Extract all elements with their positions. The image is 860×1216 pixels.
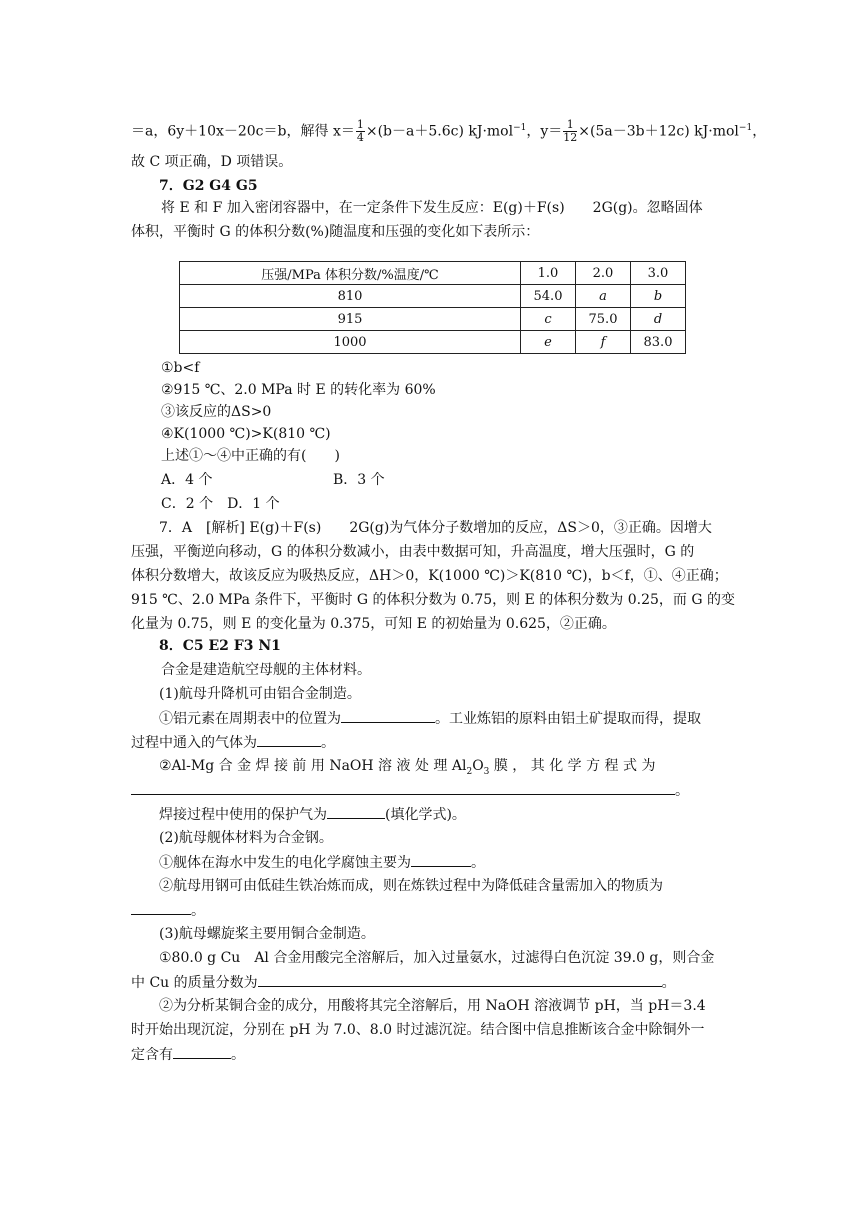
solution-line-1	[131, 118, 766, 144]
table-header-cell: 1.0	[521, 262, 576, 285]
fraction	[356, 119, 365, 144]
answer-blank[interactable]	[173, 1044, 231, 1059]
part-1-3	[159, 804, 466, 825]
part-1-2	[159, 756, 655, 782]
table-header-cell: 2.0	[576, 262, 631, 285]
text: ①舰体在海水中发生的电化学腐蚀主要为	[159, 855, 411, 871]
option-b: B．3 个	[333, 472, 385, 488]
part-2-2: ②航母用钢可由低硅生铁冶炼而成，则在炼铁过程中为降低硅含量需加入的物质为	[159, 878, 663, 894]
answer-blank[interactable]	[341, 708, 435, 723]
table-row	[180, 285, 686, 308]
part-2-2-cont	[131, 900, 205, 921]
table-cell: 54.0	[521, 285, 576, 308]
statement-2: ②915 ℃、2.0 MPa 时 E 的转化率为 60%	[161, 382, 436, 398]
text: ＝a，6y＋10x－20c＝b，解得 x＝	[131, 123, 355, 140]
text: ×(b－a＋5.6c) kJ·mol	[365, 123, 514, 140]
question-7-stem-1: 将 E 和 F 加入密闭容器中，在一定条件下发生反应：E(g)＋F(s) 2G(g)。忽略固体	[161, 200, 703, 216]
part-3-1: ①80.0 g Cu Al 合金用酸完全溶解后，加入过量氨水，过滤得白色沉淀 39.0 g，则合金	[159, 950, 715, 966]
table-cell: e	[521, 331, 576, 354]
question-7-stem-2: 体积，平衡时 G 的体积分数(%)随温度和压强的变化如下表所示：	[131, 224, 540, 240]
text: 。	[471, 855, 485, 871]
part-1-1	[159, 708, 701, 729]
text: 。	[675, 783, 689, 799]
text: 。	[191, 903, 205, 919]
text: ，	[752, 123, 767, 140]
analysis-line: 915 ℃、2.0 MPa 条件下，平衡时 G 的体积分数为 0.75，则 E 的体积分数为 0.25，而 G 的变	[131, 592, 736, 608]
part-3: (3)航母螺旋桨主要用铜合金制造。	[159, 926, 375, 942]
answer-blank[interactable]	[257, 732, 321, 747]
table-cell: 75.0	[576, 308, 631, 331]
analysis-line: 压强，平衡逆向移动，G 的体积分数减小，由表中数据可知，升高温度，增大压强时，G 的	[131, 544, 695, 560]
solution-line-2: 故 C 项正确，D 项错误。	[131, 154, 293, 170]
answer-blank[interactable]	[258, 972, 662, 987]
table-cell: b	[631, 285, 686, 308]
text: O	[472, 758, 484, 774]
question-8-header: 8．C5 E2 F3 N1	[159, 638, 281, 654]
text: ②Al-Mg 合 金 焊 接 前 用 NaOH 溶 液 处 理 Al	[159, 758, 467, 774]
text: ×(5a－3b＋12c) kJ·mol	[578, 123, 739, 140]
part-1: (1)航母升降机可由铝合金制造。	[159, 686, 361, 702]
part-2-1	[159, 852, 485, 873]
part-3-2: ②为分析某铜合金的成分，用酸将其完全溶解后，用 NaOH 溶液调节 pH，当 pH＝3.4	[159, 998, 706, 1014]
analysis-line: 7．A [解析] E(g)＋F(s) 2G(g)为气体分子数增加的反应，ΔS＞0，③正确。因增大	[159, 520, 712, 536]
analysis-line: 化量为 0.75，则 E 的变化量为 0.375，可知 E 的初始量为 0.625，②正确。	[131, 616, 616, 632]
fraction-denominator: 4	[356, 131, 364, 145]
text: 。	[661, 975, 676, 991]
text: 定含有	[131, 1047, 173, 1063]
table-cell: 810	[180, 285, 521, 308]
question-7-ask: 上述①～④中正确的有( )	[161, 448, 340, 464]
text: 焊接过程中使用的保护气为	[159, 807, 327, 823]
statement-1: ①b<f	[161, 360, 200, 376]
superscript: −1	[513, 123, 527, 133]
data-table	[179, 261, 686, 354]
analysis-line: 体积分数增大，故该反应为吸热反应，ΔH＞0，K(1000 ℃)＞K(810 ℃)，b＜f，①、④正确；	[131, 568, 728, 584]
text: 过程中通入的气体为	[131, 735, 257, 751]
table-header-cell: 压强/MPa 体积分数/%温度/℃	[180, 262, 521, 285]
part-3-2-cont2	[131, 1044, 245, 1065]
part-1-1-cont	[131, 732, 335, 753]
text: ①铝元素在周期表中的位置为	[159, 711, 341, 727]
fraction-denominator: 12	[563, 131, 578, 145]
table-header-cell: 3.0	[631, 262, 686, 285]
table-row	[180, 331, 686, 354]
table-cell: 915	[180, 308, 521, 331]
answer-blank[interactable]	[411, 852, 471, 867]
table-header-row	[180, 262, 686, 285]
table-cell: f	[576, 331, 631, 354]
text: ，y＝	[526, 123, 563, 140]
answer-blank[interactable]	[131, 900, 191, 915]
table-cell: c	[521, 308, 576, 331]
statement-4: ④K(1000 ℃)>K(810 ℃)	[161, 426, 331, 442]
table-row	[180, 308, 686, 331]
text: (填化学式)。	[385, 807, 466, 823]
option-a: A．4 个	[161, 472, 213, 488]
text: 。	[321, 735, 335, 751]
fraction-numerator: 1	[563, 119, 577, 132]
part-1-2-cont	[131, 780, 689, 801]
statement-3: ③该反应的ΔS>0	[161, 404, 272, 420]
question-8-stem: 合金是建造航空母舰的主体材料。	[161, 662, 371, 678]
part-3-2-cont: 时开始出现沉淀，分别在 pH 为 7.0、8.0 时过滤沉淀。结合图中信息推断该合金中除铜外一	[131, 1022, 705, 1038]
superscript: −1	[738, 123, 753, 133]
subscript: 3	[483, 766, 490, 777]
table-cell: d	[631, 308, 686, 331]
option-c-d: C．2 个 D．1 个	[161, 496, 280, 512]
part-2: (2)航母舰体材料为合金钢。	[159, 830, 333, 846]
text: 。	[231, 1047, 245, 1063]
text: 。工业炼铝的原料由铝土矿提取而得，提取	[435, 711, 701, 727]
text: 膜 ， 其 化 学 方 程 式 为	[489, 758, 656, 774]
table-cell: 83.0	[631, 331, 686, 354]
table-cell: a	[576, 285, 631, 308]
answer-blank[interactable]	[327, 804, 385, 819]
fraction	[563, 119, 577, 144]
answer-blank[interactable]	[131, 780, 675, 795]
part-3-1-cont	[131, 972, 676, 993]
text: 中 Cu 的质量分数为	[131, 975, 258, 991]
subscript: 2	[466, 766, 473, 777]
question-7-header: 7．G2 G4 G5	[159, 178, 258, 194]
table-cell: 1000	[180, 331, 521, 354]
fraction-numerator: 1	[356, 118, 364, 132]
